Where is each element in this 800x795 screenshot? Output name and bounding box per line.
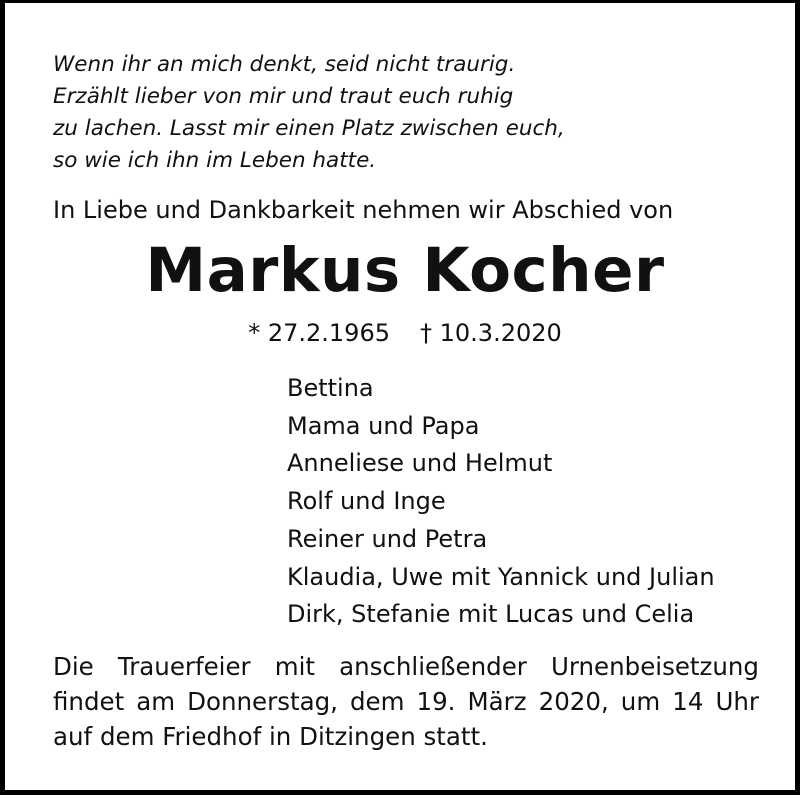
mourner-entry: Rolf und Inge [287,487,446,516]
mourner-entry: Bettina [287,374,374,402]
ceremony-line: Die Trauerfeier mit anschließender Urnenbeisetzung [53,652,759,681]
mourner-entry: Reiner und Petra [287,524,488,553]
funeral-ceremony-notice [53,649,759,754]
poem-line: Erzählt lieber von mir und traut euch ruhig [53,84,514,109]
life-dates [5,316,800,350]
mourner-entry: Klaudia, Uwe mit Yannick und Julian [287,562,715,591]
death-date: † 10.3.2020 [420,319,562,347]
memorial-poem [53,49,565,177]
ceremony-line: findet am Donnerstag, dem 19. März 2020, um 14 Uhr [53,687,759,716]
poem-line: so wie ich ihn im Leben hatte. [53,148,377,173]
mourner-entry: Anneliese und Helmut [287,449,553,478]
ceremony-line: auf dem Friedhof in Ditzingen statt. [53,722,488,751]
mourners-list [287,370,715,634]
farewell-intro: In Liebe und Dankbarkeit nehmen wir Abschied von [53,196,674,224]
birth-date: * 27.2.1965 [248,319,390,347]
poem-line: Wenn ihr an mich denkt, seid nicht traurig. [53,52,516,77]
mourner-entry: Dirk, Stefanie mit Lucas und Celia [287,600,695,629]
mourner-entry: Mama und Papa [287,411,480,440]
deceased-name: Markus Kocher [145,235,665,306]
poem-line: zu lachen. Lasst mir einen Platz zwischen euch, [53,116,565,141]
